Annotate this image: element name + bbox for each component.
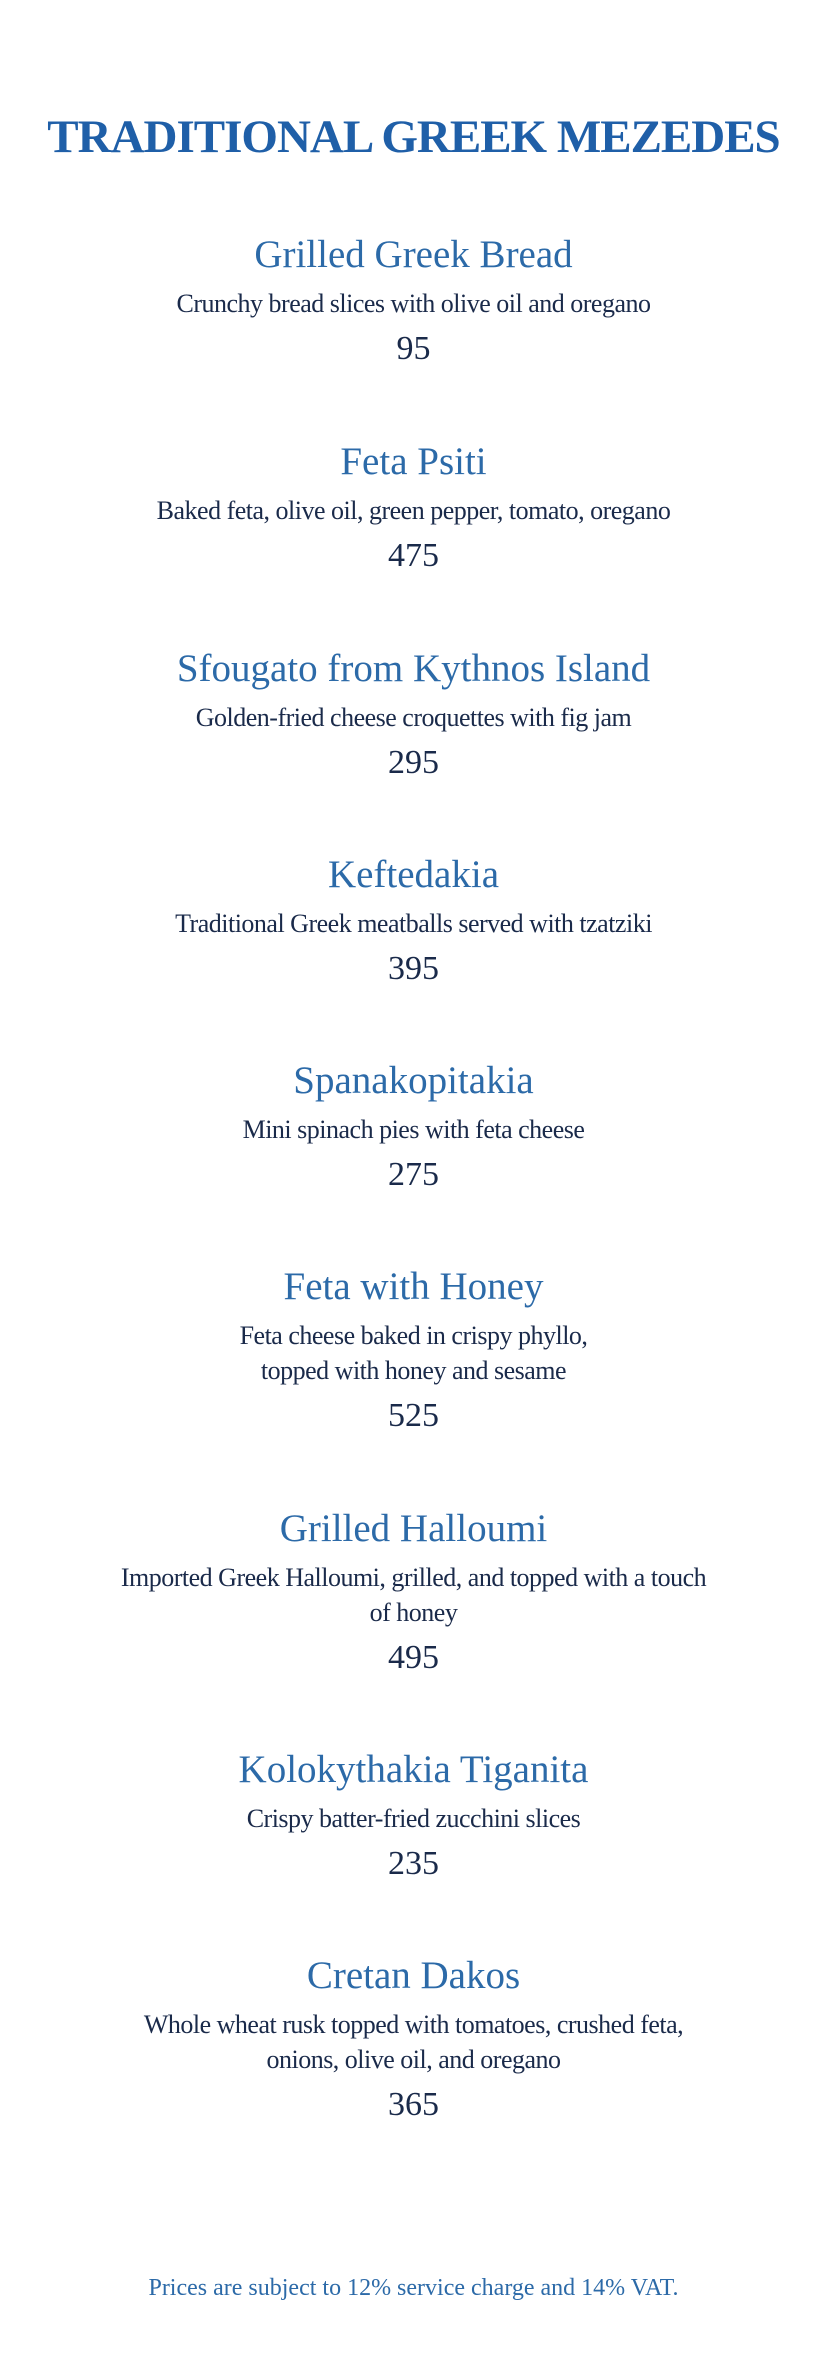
- item-description-line: onions, olive oil, and oregano: [266, 2045, 561, 2074]
- item-name: Feta Psiti: [340, 440, 487, 483]
- item-description: [60, 1318, 767, 1388]
- item-name: Spanakopitakia: [293, 1059, 534, 1102]
- item-description: Baked feta, olive oil, green pepper, tomato, oregano: [156, 496, 671, 525]
- menu-item-kolokythakia-tiganita: [60, 1747, 767, 1884]
- item-description-line: of honey: [369, 1598, 458, 1627]
- item-price: 275: [388, 1156, 439, 1193]
- item-name: Cretan Dakos: [306, 1954, 521, 1997]
- item-description: Mini spinach pies with feta cheese: [242, 1115, 585, 1144]
- item-description: [60, 1560, 767, 1630]
- menu-item-feta-with-honey: [60, 1264, 767, 1436]
- menu-item-grilled-halloumi: [60, 1506, 767, 1678]
- item-name: Keftedakia: [327, 853, 500, 896]
- menu-title: TRADITIONAL GREEK MEZEDES: [47, 111, 780, 163]
- item-name: Sfougato from Kythnos Island: [176, 647, 651, 690]
- item-description-line: Imported Greek Halloumi, grilled, and topped with a touch: [120, 1563, 707, 1592]
- item-price: 395: [388, 950, 439, 987]
- menu-item-grilled-greek-bread: [60, 232, 767, 369]
- item-price: 495: [388, 1639, 439, 1676]
- item-name: Kolokythakia Tiganita: [238, 1748, 589, 1791]
- menu-item-spanakopitakia: [60, 1058, 767, 1195]
- item-description: [60, 2007, 767, 2077]
- item-price: 525: [388, 1397, 439, 1434]
- item-price: 365: [388, 2086, 439, 2123]
- footer-note: Prices are subject to 12% service charge and 14% VAT.: [148, 2275, 679, 2301]
- item-description: Crunchy bread slices with olive oil and oregano: [176, 289, 651, 318]
- item-description-line: topped with honey and sesame: [260, 1356, 567, 1385]
- item-name: Feta with Honey: [283, 1265, 544, 1308]
- item-price: 295: [388, 744, 439, 781]
- item-description: Traditional Greek meatballs served with tzatziki: [175, 909, 652, 938]
- item-description-line: Whole wheat rusk topped with tomatoes, crushed feta,: [143, 2010, 684, 2039]
- menu-item-keftedakia: [60, 852, 767, 989]
- item-name: Grilled Greek Bread: [254, 233, 573, 276]
- item-description: Golden-fried cheese croquettes with fig jam: [195, 703, 632, 732]
- item-price: 235: [388, 1845, 439, 1882]
- item-description: Crispy batter-fried zucchini slices: [246, 1804, 581, 1833]
- menu-item-feta-psiti: [60, 439, 767, 576]
- menu-item-cretan-dakos: [60, 1953, 767, 2125]
- item-description-line: Feta cheese baked in crispy phyllo,: [239, 1321, 588, 1350]
- menu-item-sfougato: [60, 646, 767, 783]
- item-name: Grilled Halloumi: [279, 1507, 548, 1550]
- item-price: 95: [396, 330, 431, 367]
- item-price: 475: [388, 537, 439, 574]
